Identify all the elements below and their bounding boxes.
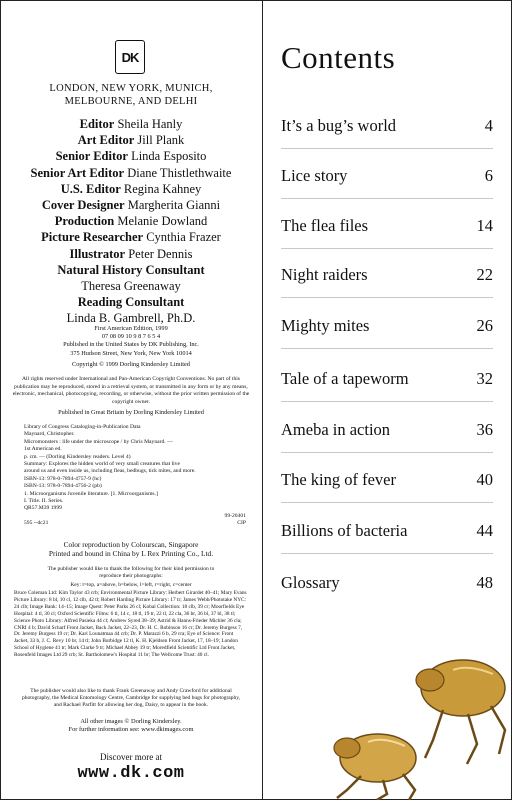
published-gb: Published in Great Britain by Dorling Kindersley Limited (58, 409, 204, 416)
toc-title: Lice story (281, 166, 348, 185)
toc-title: Tale of a tapeworm (281, 369, 409, 388)
credit-role: U.S. Editor (60, 181, 121, 196)
credit-row (10, 132, 252, 148)
discover-more: Discover more at (100, 752, 162, 762)
cip-classification: 595 --dc21 (24, 520, 49, 527)
credit-row (10, 246, 252, 262)
picture-credits: Bruce Coleman Ltd: Kim Taylor 43 crb; Environmental Picture Library: Herbert Girardet 40–41; Mary Evans Picture Library: 8 bl, 10 cl, 12 clb, 42 tl; Robert Harding Picture Library: 17 tr; James Webb/Phototake NYC: 24 clb; Image Bank: 14–15; Image Quest: Peter Parks 26 cl; Kobal Collection: 18 clb, 39 cr; Moorfields Eye Hospital: 4 tl, 30 cl; Oxford Scientific Films: 6 tl, 14 c, 18 tl, 19 tr, 22 tl, 22 cla, 36 br, 36 bl, 37 bl, 38 tl; Science Photo Library: Alfred Pasieka 44 cl; Andrew Syred 38–39; Astrid & Hanns-Frieder Michler 36 cla; CNRI 4 b; David Scharf Front Jacket, Back Jacket, 22–23, Dr. H. C. Robinson 16 cr; Dr. Jeremy Burgess 7, Dr. Jeremy Burgess 19 cr; Dr. Kari Lounatmaa 44 crb; Dr. P. Marazzi 6 b, 29 cra; Eye of Science: Front Jacket, 33 b, J. C. Revy 10 br, 14 tl; John Burbidge 12 tl, K. H. Kjeldsen Front Jacket, 17, 18–19; London School of Hygiene 41 tr; Mark Clarke 9 tr; Michael Abbey 19 tr; Moredfield Scientific Ltd Front Jacket, Rosenfeld Images Ltd 29 crb; St. Bartholomew's Hospital 11 br; The Wellcome Trust: 40 cl. (14, 590, 247, 659)
toc-page: 22 (476, 265, 493, 284)
credit-name: Jill Plank (137, 133, 185, 148)
credit-name: Regina Kahney (123, 181, 202, 196)
toc-item[interactable] (281, 216, 493, 242)
publisher-cities (10, 82, 252, 108)
toc-title: The flea files (281, 216, 369, 235)
cip-line: I. Title. II. Series. (24, 498, 64, 505)
cip-data (24, 424, 246, 528)
edition-line: 07 08 09 10 9 8 7 6 5 4 (101, 333, 161, 341)
copyright-line: Copyright © 1999 Dorling Kindersley Limited (72, 361, 190, 368)
dk-logo-text: DK (121, 49, 139, 65)
credit-row (10, 213, 252, 229)
toc-item[interactable] (281, 116, 493, 142)
position-key: Key: t=top, a=above, b=below, l=left, r=right, c=center (70, 582, 192, 588)
credit-row (10, 116, 252, 132)
toc-title: Billions of bacteria (281, 521, 408, 540)
cip-number: 99-20401 (224, 512, 246, 519)
photo-thanks: The publisher would like to thank the following for their kind permission to reproduce their photographs: (47, 566, 215, 580)
other-images: All other images © Dorling Kindersley. (80, 718, 182, 725)
credit-role: Senior Art Editor (30, 165, 125, 180)
toc-title: Ameba in action (281, 420, 391, 439)
edition-info (10, 325, 252, 358)
further-info: For further information see: www.dkimages.com (68, 726, 194, 733)
toc-item[interactable] (281, 369, 493, 395)
toc-page: 32 (476, 369, 493, 388)
credit-row (10, 262, 252, 278)
toc-divider (281, 148, 493, 149)
credit-name: Linda Esposito (131, 149, 207, 164)
toc-divider (281, 248, 493, 249)
credit-role: Art Editor (77, 133, 135, 148)
toc-title: Glossary (281, 573, 340, 592)
credit-role: Cover Designer (41, 198, 125, 213)
toc-page: 44 (476, 521, 493, 540)
toc-divider (281, 452, 493, 453)
people-thanks: The publisher would also like to thank Frank Greenaway and Andy Crawford for additional photography, the Medical Entomology Centre, Cambridge for supplying bed bugs for photography, and Rachael Parfitt for allowing her dog, Daisy, to appear in the book. (21, 688, 241, 709)
city-line: MELBOURNE, AND DELHI (64, 96, 198, 107)
cip-line: ISBN-13: 978-0-7894-4756-2 (pb) (24, 483, 102, 490)
toc-divider (281, 401, 493, 402)
edition-line: First American Edition, 1999 (94, 325, 168, 332)
toc-item[interactable] (281, 166, 493, 192)
toc-item[interactable] (281, 316, 493, 342)
credit-name: Peter Dennis (128, 246, 193, 261)
toc-divider (281, 198, 493, 199)
printing-line: Printed and bound in China by L Rex Printing Co., Ltd. (48, 549, 214, 559)
website-url[interactable]: www.dk.com (77, 764, 185, 783)
flea-illustration (263, 640, 512, 800)
toc-title: The king of fever (281, 470, 396, 489)
rights-notice: All rights reserved under International and Pan-American Copyright Conventions. No part of this publication may be reproduced, stored in a retrieval system, or transmitted in any form or by any means, electronic, mechanical, photocopying, recording, or otherwise, without the prior written permission of the copyright owner. (12, 376, 250, 405)
cip-line: Maynard, Christopher. (24, 431, 75, 438)
edition-line: 375 Hudson Street, New York, New York 10014 (70, 349, 192, 357)
dk-logo (115, 40, 145, 74)
cip-line: 1st American ed. (24, 446, 62, 453)
credit-row (10, 278, 252, 294)
contents-page (263, 0, 512, 800)
toc-item[interactable] (281, 420, 493, 446)
credit-role: Reading Consultant (77, 295, 185, 310)
city-line: LONDON, NEW YORK, MUNICH, (49, 83, 213, 94)
credit-row (10, 165, 252, 181)
cip-line: Summary: Explores the hidden world of very small creatures that live (24, 461, 180, 468)
credit-role: Natural History Consultant (57, 262, 205, 277)
credit-name: Melanie Dowland (117, 214, 208, 229)
toc-title: Night raiders (281, 265, 368, 284)
flea-icon (416, 660, 505, 764)
credit-role: Production (54, 214, 115, 229)
printing-line: Color reproduction by Colourscan, Singapore (63, 540, 199, 549)
toc-page: 48 (476, 573, 493, 592)
toc-item[interactable] (281, 265, 493, 291)
toc-divider (281, 502, 493, 503)
credit-role: Illustrator (69, 246, 126, 261)
toc-item[interactable] (281, 470, 493, 496)
toc-page: 40 (476, 470, 493, 489)
toc-page: 4 (484, 116, 493, 135)
credit-name: Sheila Hanly (117, 117, 183, 131)
credit-name: Margherita Gianni (127, 198, 221, 213)
toc-page: 26 (476, 316, 493, 335)
cip-line: Library of Congress Cataloging-in-Publication Data (24, 424, 141, 430)
credit-name: Linda B. Gambrell, Ph.D. (66, 311, 196, 326)
toc-page: 36 (476, 420, 493, 439)
credit-row (10, 294, 252, 310)
toc-title: It’s a bug’s world (281, 116, 397, 135)
cip-line: 1. Microorganisms Juvenile literature. [1. Microorganisms.] (24, 490, 158, 497)
credit-role: Picture Researcher (41, 230, 144, 245)
credit-row (10, 148, 252, 164)
credit-role: Senior Editor (55, 149, 128, 164)
toc-divider (281, 297, 493, 298)
cip-line: p. cm. — (Dorling Kindersley readers. Level 4) (24, 453, 131, 460)
toc-page: 14 (476, 216, 493, 235)
printing-info (10, 540, 252, 559)
credit-name: Cynthia Frazer (146, 230, 221, 245)
toc-item[interactable] (281, 521, 493, 547)
flea-icon (334, 734, 416, 800)
cip-line: around us and even inside us, including fleas, bedbugs, tick mites, and more. (24, 468, 196, 475)
cip-label: CIP (237, 520, 246, 527)
cip-line: Micromonsters : life under the microscope / by Chris Maynard. — (24, 438, 173, 445)
credit-row (10, 197, 252, 213)
cip-line: ISBN-13: 978-0-7894-4757-9 (hc) (24, 475, 102, 482)
credit-row (10, 181, 252, 197)
cip-last-row (24, 520, 246, 527)
contents-title: Contents (281, 40, 396, 75)
cip-line: QR57.M39 1999 (24, 505, 62, 512)
toc-title: Mighty mites (281, 316, 370, 335)
edition-line: Published in the United States by DK Publishing, Inc. (63, 341, 199, 349)
toc-divider (281, 348, 493, 349)
credit-name: Theresa Greenaway (81, 279, 181, 294)
toc-page: 6 (484, 166, 493, 185)
credit-role: Editor (79, 117, 115, 131)
credits-list (10, 116, 252, 327)
toc-item[interactable] (281, 573, 493, 599)
credit-row (10, 229, 252, 245)
credit-name: Diane Thistlethwaite (127, 165, 232, 180)
toc-divider (281, 553, 493, 554)
